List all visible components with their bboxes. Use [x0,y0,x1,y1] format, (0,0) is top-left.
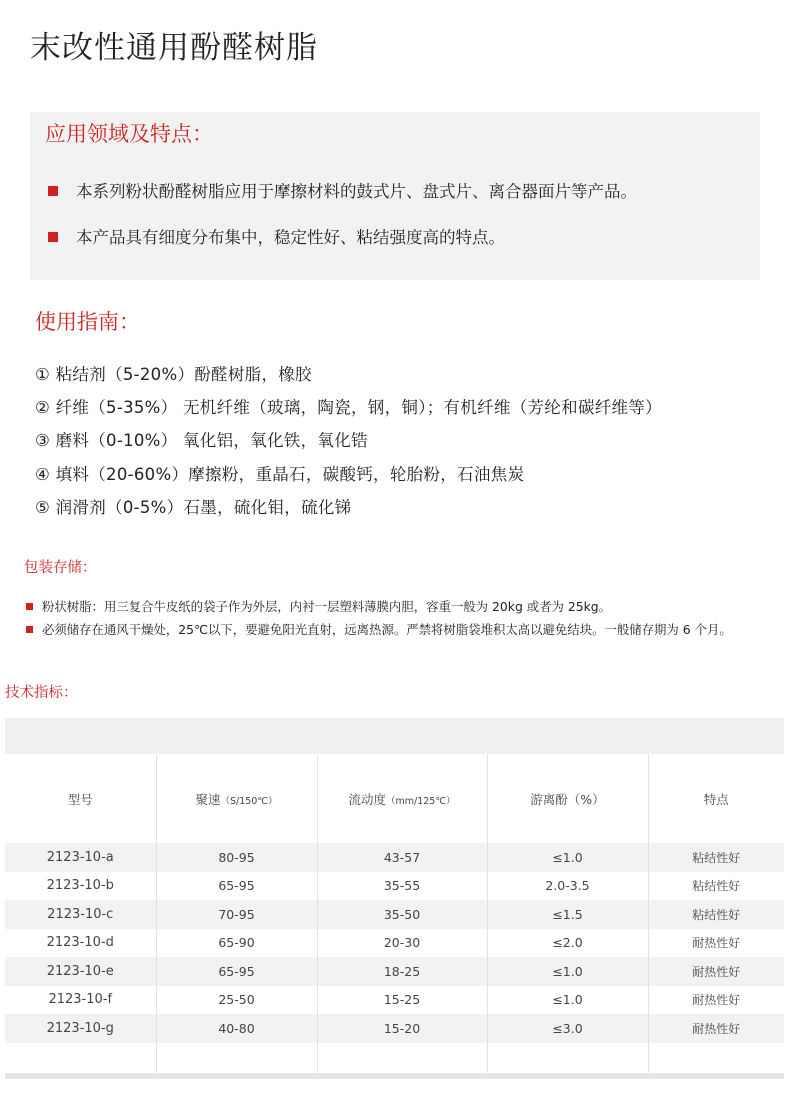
cell-model: 2123-10-b [5,872,156,901]
storage-item-text: 粉状树脂：用三复合牛皮纸的袋子作为外层，内衬一层塑料薄膜内胆，容重一般为 20kg 或者为 25kg。 [42,599,612,614]
table-row [5,872,784,901]
column-header-feature: 特点 [648,754,784,843]
cell-model: 2123-10-f [5,986,156,1015]
cell-free-phenol: ≤1.0 [487,957,648,986]
cell-flow: 43-57 [317,843,487,872]
feature-item-text: 本产品具有细度分布集中，稳定性好、粘结强度高的特点。 [76,228,505,247]
guide-item: ④ 填料（20-60%）摩擦粉，重晶石，碳酸钙，轮胎粉，石油焦炭 [35,465,525,484]
table-top-band [5,718,784,754]
page-title: 末改性通用酚醛树脂 [30,30,318,66]
features-heading: 应用领域及特点： [45,122,213,146]
guide-item: ⑤ 润滑剂（0-5%）石墨，硫化钼，硫化锑 [35,498,352,517]
cell-gel-time: 40-80 [156,1014,317,1043]
cell-flow: 15-20 [317,1014,487,1043]
cell-free-phenol: ≤1.0 [487,986,648,1015]
column-header-free-phenol: 游离酚（%） [487,754,648,843]
cell-gel-time: 65-95 [156,872,317,901]
bullet-square-icon [48,232,58,242]
cell-feature: 耐热性好 [648,929,784,958]
cell-gel-time: 25-50 [156,986,317,1015]
cell-model: 2123-10-e [5,957,156,986]
cell-model: 2123-10-c [5,900,156,929]
cell-flow: 35-50 [317,900,487,929]
cell-model: 2123-10-g [5,1014,156,1043]
guide-heading: 使用指南： [35,310,140,334]
storage-item [26,597,611,615]
cell-flow: 35-55 [317,872,487,901]
column-header-gel-time: 聚速（S/150℃） [156,754,317,843]
tech-heading: 技术指标： [5,685,78,701]
column-header-flow: 流动度（mm/125℃） [317,754,487,843]
storage-item-text: 必须储存在通风干燥处，25℃以下，要避免阳光直射，远离热源。严禁将树脂袋堆积太高以避免结块。一般储存期为 6 个月。 [42,622,732,637]
table-row [5,929,784,958]
spec-table [5,718,784,1079]
guide-item: ② 纤维（5-35%） 无机纤维（玻璃，陶瓷，钢，铜）；有机纤维（芳纶和碳纤维等） [35,398,662,417]
table-row [5,900,784,929]
cell-gel-time: 65-90 [156,929,317,958]
cell-free-phenol: ≤1.0 [487,843,648,872]
column-header-model: 型号 [5,754,156,843]
cell-free-phenol: 2.0-3.5 [487,872,648,901]
cell-gel-time: 65-95 [156,957,317,986]
cell-free-phenol: ≤2.0 [487,929,648,958]
cell-free-phenol: ≤3.0 [487,1014,648,1043]
cell-feature: 粘结性好 [648,872,784,901]
cell-flow: 15-25 [317,986,487,1015]
bullet-square-icon [26,626,33,633]
cell-feature: 耐热性好 [648,1014,784,1043]
table-row [5,957,784,986]
cell-model: 2123-10-a [5,843,156,872]
guide-item: ③ 磨料（0-10%） 氧化铝，氧化铁，氧化锆 [35,431,368,450]
cell-flow: 18-25 [317,957,487,986]
cell-model: 2123-10-d [5,929,156,958]
cell-gel-time: 70-95 [156,900,317,929]
table-row [5,1014,784,1043]
table-row [5,843,784,872]
cell-gel-time: 80-95 [156,843,317,872]
table-row [5,986,784,1015]
cell-feature: 耐热性好 [648,986,784,1015]
bullet-square-icon [48,186,58,196]
table-spacer-row [5,1043,784,1073]
bullet-square-icon [26,603,33,610]
cell-feature: 粘结性好 [648,900,784,929]
table-bottom-band [5,1073,784,1079]
cell-feature: 耐热性好 [648,957,784,986]
cell-free-phenol: ≤1.5 [487,900,648,929]
features-section [30,112,760,280]
cell-feature: 粘结性好 [648,843,784,872]
feature-item-text: 本系列粉状酚醛树脂应用于摩擦材料的鼓式片、盘式片、离合器面片等产品。 [76,182,637,201]
storage-heading: 包装存储： [24,560,97,576]
feature-item [48,224,505,248]
cell-flow: 20-30 [317,929,487,958]
table-header-row [5,754,784,843]
feature-item [48,178,637,202]
guide-item: ① 粘结剂（5-20%）酚醛树脂，橡胶 [35,365,312,384]
storage-item [26,620,732,638]
